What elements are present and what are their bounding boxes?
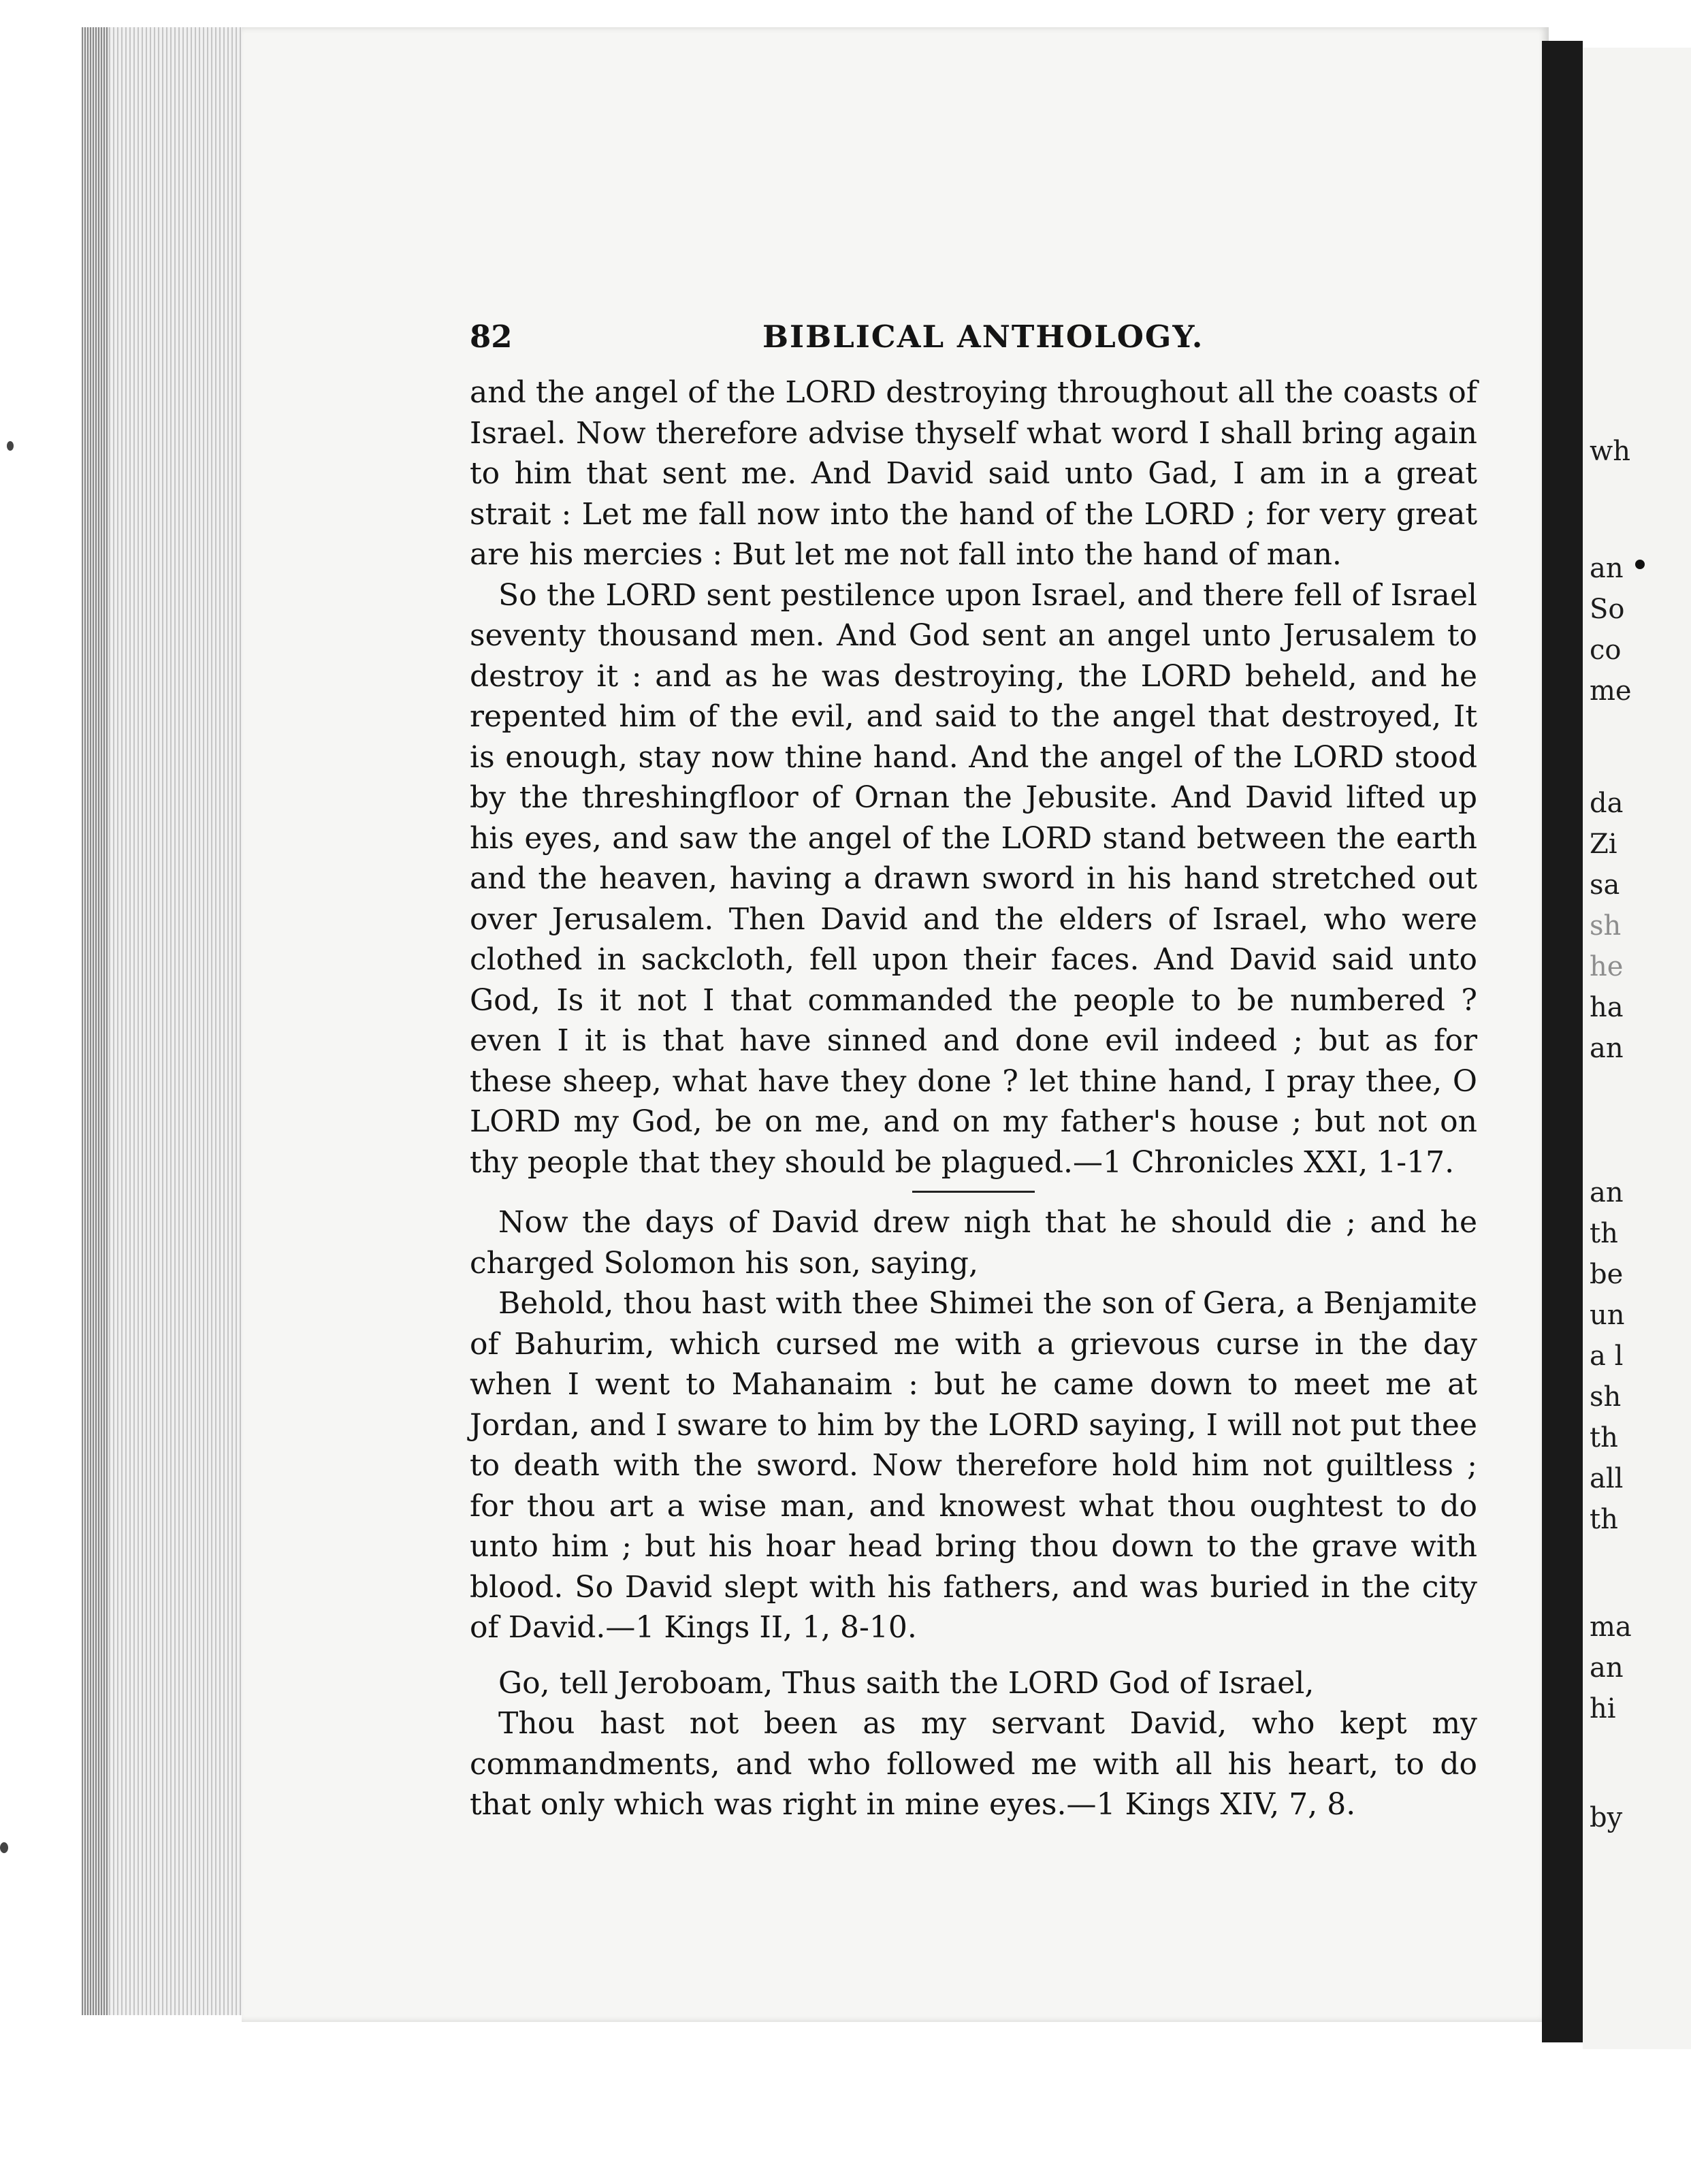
facing-fragment: un [1590, 1300, 1625, 1331]
facing-fragment: hi [1590, 1693, 1616, 1724]
facing-fragment: co [1590, 635, 1622, 666]
page-number: 82 [470, 319, 513, 355]
facing-page [1583, 48, 1691, 2049]
paragraph: Thou hast not been as my servant David, who kept my commandments, and who followed me with all his heart, to do that only which was right in mine eyes.—1 Kings XIV, 7, 8. [470, 1706, 1477, 1822]
facing-fragment: sh [1590, 910, 1622, 942]
facing-fragment: th [1590, 1504, 1618, 1535]
facing-fragment: sa [1590, 869, 1620, 901]
book-gutter [1542, 41, 1583, 2042]
facing-fragment: by [1590, 1802, 1623, 1833]
paragraph: So the LORD sent pestilence upon Israel, and there fell of Israel seventy thousand men. And God sent an angel unto Jerusalem to destroy it : and as he was destroying, the LORD beheld, and he repented him of the evil, and said to the angel that destroyed, It is enough, stay now thine hand. And the angel of the LORD stood by the threshingfloor of Ornan the Jebusite. And David lifted up his eyes, and saw the angel of the LORD stand between the earth and the heaven, having a drawn sword in his hand stretched out over Jerusalem. Then David and the elders of Israel, who were clothed in sackcloth, fell upon their faces. And David said unto God, Is it not I that commanded the people to be numbered ? even I it is that have sinned and done evil indeed ; but as for these sheep, what have they done ? let thine hand, I pray thee, O LORD my God, be on me, and on my father's house ; but not on thy people that they should be plagued.—1 Chronicles XXI, 1-17. [470, 577, 1477, 1180]
facing-fragment: ma [1590, 1611, 1632, 1643]
facing-fragment: an [1590, 1652, 1624, 1684]
section-divider [912, 1191, 1035, 1193]
facing-fragment: Zi [1590, 829, 1617, 860]
facing-fragment: an [1590, 1177, 1624, 1208]
paragraph: and the angel of the LORD destroying throughout all the coasts of Israel. Now therefore advise thyself what word I shall bring again to him that sent me. And David said unto Gad, I am in a great strait : Let me fall now into the hand of the LORD ; for very great are his mercies : But let me not fall into the hand of man. [470, 375, 1477, 572]
facing-fragment: a l [1590, 1340, 1624, 1372]
paragraph: Behold, thou hast with thee Shimei the son of Gera, a Benjamite of Bahurim, which cursed me with a grievous curse in the day when I went to Mahanaim : but he came down to meet me at Jordan, and I sware to him by the LORD saying, I will not put thee to death with the sword. Now therefore hold him not guiltless ; for thou art a wise man, and knowest what thou oughtest to do unto him ; but his hoar head bring thou down to the grave with blood. So David slept with his fathers, and was buried in the city of David.—1 Kings II, 1, 8-10. [470, 1286, 1477, 1645]
facing-page-bullet [1635, 560, 1645, 569]
book-page-edges-inner [109, 27, 242, 2015]
facing-fragment: he [1590, 951, 1624, 982]
facing-fragment: all [1590, 1463, 1624, 1494]
facing-fragment: be [1590, 1259, 1624, 1290]
facing-fragment: an [1590, 553, 1624, 584]
paragraph: Go, tell Jeroboam, Thus saith the LORD God of Israel, [498, 1665, 1315, 1701]
scan-speck [7, 441, 14, 451]
facing-fragment: th [1590, 1218, 1618, 1249]
facing-fragment: ha [1590, 992, 1624, 1023]
book-page-edges [82, 27, 109, 2015]
facing-fragment: sh [1590, 1381, 1622, 1413]
facing-fragment: th [1590, 1422, 1618, 1454]
scan-speck [0, 1842, 8, 1853]
facing-fragment: an [1590, 1033, 1624, 1064]
page-title: BIBLICAL ANTHOLOGY. [762, 319, 1204, 355]
body-text [470, 372, 1477, 1825]
facing-fragment: So [1590, 594, 1625, 625]
facing-fragment: wh [1590, 436, 1630, 467]
facing-fragment: me [1590, 675, 1632, 707]
paragraph: Now the days of David drew nigh that he should die ; and he charged Solomon his son, saying, [470, 1205, 1477, 1281]
running-head [470, 319, 1477, 359]
facing-fragment: da [1590, 788, 1624, 819]
